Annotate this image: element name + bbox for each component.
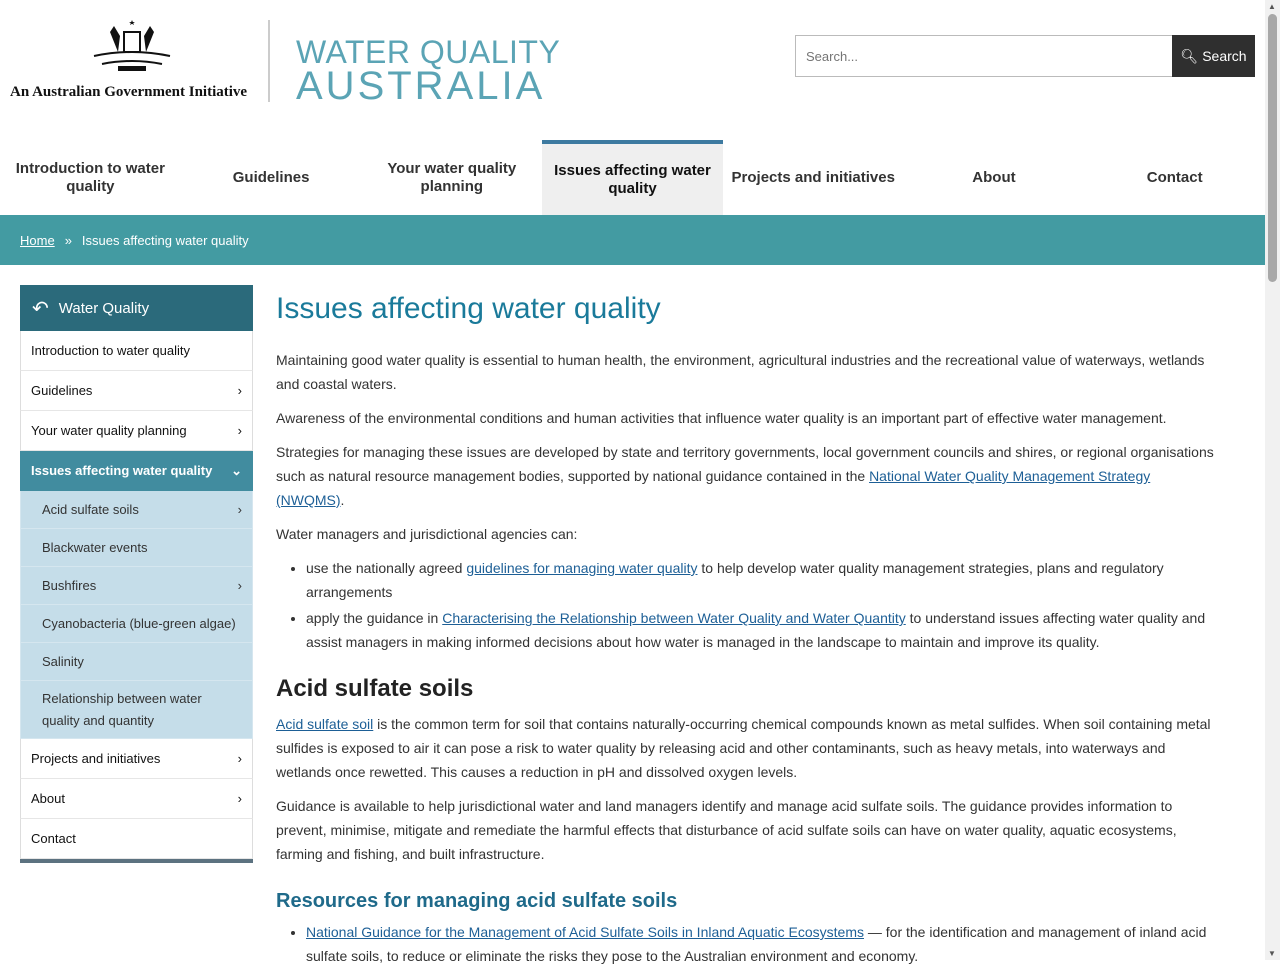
nav-issues[interactable]: Issues affecting water quality [542, 140, 723, 215]
sidebar-item-label: Acid sulfate soils [42, 502, 139, 517]
text: — for the identification and management of inland acid sulfate soils, to reduce or eliminate the risks they pose to the Australian environment and economy. [306, 924, 1207, 964]
chevron-double-right-icon: » [64, 232, 72, 248]
sidebar-item-bushfires[interactable] [20, 567, 253, 605]
sidebar-footer-bar [20, 859, 253, 863]
guidelines-link[interactable]: guidelines for managing water quality [466, 560, 698, 576]
sidebar-item-label: Cyanobacteria (blue-green algae) [42, 616, 236, 631]
intro-paragraph: Maintaining good water quality is essential to human health, the environment, agricultural industries and the recreational value of waterways, wetlands and coastal waters. [276, 352, 1205, 392]
list-item [306, 606, 1221, 654]
scroll-down-icon[interactable]: ▼ [1268, 949, 1276, 958]
nwqms-link[interactable]: National Water Quality Management Strategy (NWQMS) [276, 468, 1151, 508]
sidebar-item-blackwater[interactable] [20, 529, 253, 567]
sidebar-item-label: Blackwater events [42, 540, 148, 555]
text: Strategies for managing these issues are developed by state and territory governments, local government councils and shires, or regional organisations such as natural resource management bodies, supported by national guidance contained in the [276, 444, 1214, 484]
chevron-right-icon: › [237, 751, 242, 766]
text: to understand issues affecting water quality and assist managers in making informed decisions about how water is managed in the landscape to maintain and improve its quality. [306, 610, 1206, 650]
search-icon: 🔍︎ [1180, 47, 1199, 64]
nav-contact[interactable]: Contact [1146, 168, 1203, 186]
nav-projects[interactable]: Projects and initiatives [731, 168, 895, 186]
site-header [0, 0, 1265, 140]
text: is the common term for soil that contains naturally-occurring chemical compounds known as metal sulfides. When soil containing metal sulfides is exposed to air it can pose a risk to water quality by releasing acid and other contaminants, such as heavy metals, into waterways and wetlands once rewetted. This causes a reduction in pH and dissolved oxygen levels. [276, 716, 1211, 780]
acid-sulfate-link[interactable]: Acid sulfate soil [276, 716, 374, 732]
main-content [276, 290, 1221, 978]
managers-list [306, 556, 1221, 654]
chevron-down-icon: ⌄ [231, 462, 242, 478]
breadcrumb [0, 215, 1265, 265]
sidebar-item-planning[interactable] [20, 411, 253, 451]
text: . [340, 492, 345, 508]
sidebar-item-cyanobacteria[interactable] [20, 605, 253, 643]
sidebar-item-contact[interactable] [20, 819, 253, 859]
sidebar-item-about[interactable] [20, 779, 253, 819]
list-item [306, 920, 1221, 968]
sidebar-item-label: Salinity [42, 654, 84, 669]
breadcrumb-home[interactable]: Home [20, 232, 55, 248]
text: use the nationally agreed [306, 560, 467, 576]
sidebar-item-intro[interactable] [20, 331, 253, 371]
text: to help develop water quality management strategies, plans and regulatory arrangements [306, 560, 1164, 600]
sidebar-item-label: Contact [31, 831, 76, 846]
sidebar-item-label: About [31, 791, 65, 806]
chevron-right-icon: › [237, 423, 242, 438]
main-nav [0, 140, 1265, 215]
sidebar-item-guidelines[interactable] [20, 371, 253, 411]
search-input[interactable] [795, 35, 1172, 77]
awareness-paragraph: Awareness of the environmental conditions and human activities that influence water quality is an important part of effective water management. [276, 410, 1167, 426]
acid-sulfate-paragraph [276, 712, 1221, 784]
site-logo[interactable] [296, 34, 561, 108]
sidebar-item-label: Your water quality planning [31, 423, 187, 438]
resources-list [306, 920, 1221, 968]
text: apply the guidance in [306, 610, 443, 626]
brand-line2: AUSTRALIA [296, 64, 546, 108]
chevron-right-icon: › [237, 383, 242, 398]
guidance-paragraph: Guidance is available to help jurisdictional water and land managers identify and manage acid sulfate soils. The guidance provides information to prevent, minimise, mitigate and remediate the harmful effects that disturbance of acid sulfate soils can have on water quality, aquatic ecosystems, farming and fishing, and built infrastructure. [276, 798, 1177, 862]
scroll-up-icon[interactable]: ▲ [1268, 2, 1276, 11]
sidebar-item-issues[interactable] [20, 451, 253, 491]
back-arrow-icon: ↶ [32, 297, 49, 320]
brand-line1: WATER QUALITY [296, 34, 561, 70]
page-title: Issues affecting water quality [276, 292, 661, 325]
breadcrumb-current: Issues affecting water quality [81, 232, 249, 248]
search-form [795, 35, 1255, 77]
search-button-label: Search [1202, 48, 1247, 64]
sidebar-title: Water Quality [58, 299, 150, 317]
sidebar-item-projects[interactable] [20, 739, 253, 779]
sidebar-header[interactable] [20, 285, 253, 331]
list-item [306, 556, 1221, 604]
sidebar-item-label: Relationship between water quality and quantity [42, 690, 202, 728]
characterising-link[interactable]: Characterising the Relationship between Water Quality and Water Quantity [442, 610, 906, 626]
scrollbar[interactable] [1265, 0, 1280, 960]
sidebar-item-salinity[interactable] [20, 643, 253, 681]
nav-guidelines[interactable]: Guidelines [232, 168, 310, 186]
sidebar-item-relationship[interactable] [20, 681, 253, 739]
sidebar-item-label: Issues affecting water quality [31, 463, 213, 478]
chevron-right-icon: › [237, 578, 242, 593]
national-guidance-link[interactable]: National Guidance for the Management of Acid Sulfate Soils in Inland Aquatic Ecosystems [306, 924, 864, 940]
chevron-right-icon: › [237, 502, 242, 517]
nav-about[interactable]: About [972, 168, 1016, 186]
sidebar-item-label: Projects and initiatives [31, 751, 161, 766]
coat-of-arms-logo [88, 18, 176, 80]
resources-heading: Resources for managing acid sulfate soils [276, 890, 678, 912]
sidebar-item-label: Guidelines [31, 383, 93, 398]
sidebar-item-label: Introduction to water quality [31, 343, 190, 358]
chevron-right-icon: › [237, 791, 242, 806]
government-initiative-text: An Australian Government Initiative [10, 84, 248, 100]
search-button[interactable] [1172, 35, 1255, 77]
nav-planning[interactable]: Your water quality planning [387, 159, 517, 195]
sidebar [20, 285, 253, 863]
managers-paragraph: Water managers and jurisdictional agencies can: [276, 526, 578, 542]
acid-sulfate-heading: Acid sulfate soils [276, 675, 474, 702]
sidebar-item-acid-sulfate[interactable] [20, 491, 253, 529]
sidebar-item-label: Bushfires [42, 578, 97, 593]
header-divider [268, 20, 270, 102]
scrollbar-thumb[interactable] [1268, 14, 1277, 282]
nav-intro[interactable]: Introduction to water quality [15, 159, 165, 195]
strategies-paragraph [276, 440, 1221, 512]
